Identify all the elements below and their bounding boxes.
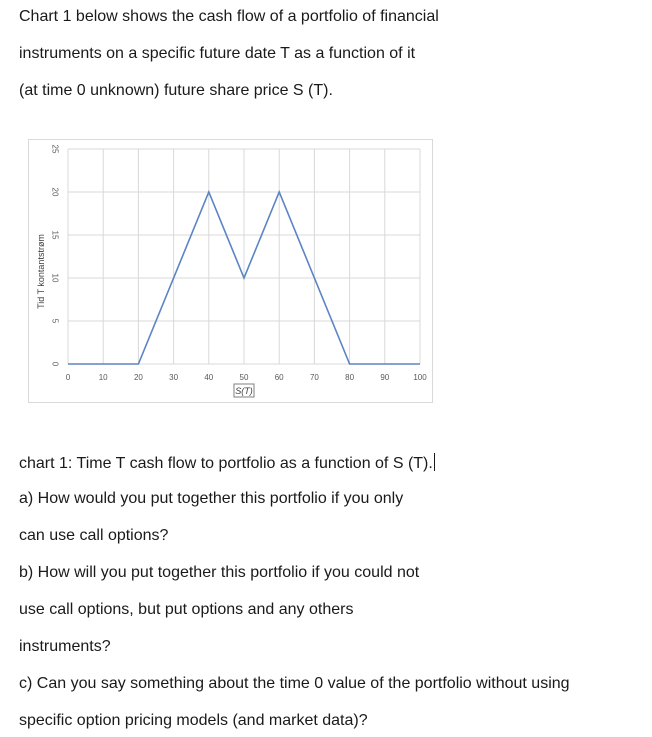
y-tick-label: 15: [50, 230, 60, 240]
x-tick-label: 30: [169, 373, 179, 382]
y-tick-label: 5: [50, 318, 60, 324]
y-tick-label: 0: [50, 361, 60, 367]
chart-1: [28, 139, 433, 403]
question-a-line-2: can use call options?: [19, 527, 169, 544]
chart-caption: [19, 453, 435, 474]
x-tick-label: 40: [204, 373, 214, 382]
question-b-line-1: b) How will you put together this portfolio if you could not: [19, 564, 420, 581]
text-cursor: [434, 453, 435, 471]
x-tick-label: 60: [274, 373, 284, 382]
question-c-line-2: specific option pricing models (and market data)?: [19, 712, 368, 729]
y-axis-title: Tid T kontantstrøm: [36, 234, 46, 309]
chart-svg: [29, 140, 432, 402]
intro-line-2: instruments on a specific future date T as a function of it: [19, 45, 416, 62]
question-b-line-3: instruments?: [19, 638, 111, 655]
x-tick-label: 70: [309, 373, 319, 382]
y-tick-label: 10: [50, 273, 60, 283]
x-tick-label: 20: [133, 373, 143, 382]
x-tick-label: 100: [413, 373, 427, 382]
y-tick-label: 20: [50, 187, 60, 197]
x-tick-label: 80: [345, 373, 355, 382]
y-tick-label: 25: [50, 144, 60, 154]
intro-line-1: Chart 1 below shows the cash flow of a portfolio of financial: [19, 8, 439, 25]
chart-caption-text: chart 1: Time T cash flow to portfolio as a function of S (T).: [19, 455, 433, 472]
question-b-line-2: use call options, but put options and any others: [19, 601, 354, 618]
x-tick-label: 50: [239, 373, 249, 382]
intro-line-3: (at time 0 unknown) future share price S (T).: [19, 82, 333, 99]
question-c-line-1: c) Can you say something about the time 0 value of the portfolio without using: [19, 675, 570, 692]
question-a-line-1: a) How would you put together this portfolio if you only: [19, 490, 404, 507]
x-tick-label: 0: [65, 373, 71, 382]
x-tick-label: 10: [98, 373, 108, 382]
x-axis-title: S(T): [235, 386, 253, 396]
x-tick-label: 90: [380, 373, 390, 382]
